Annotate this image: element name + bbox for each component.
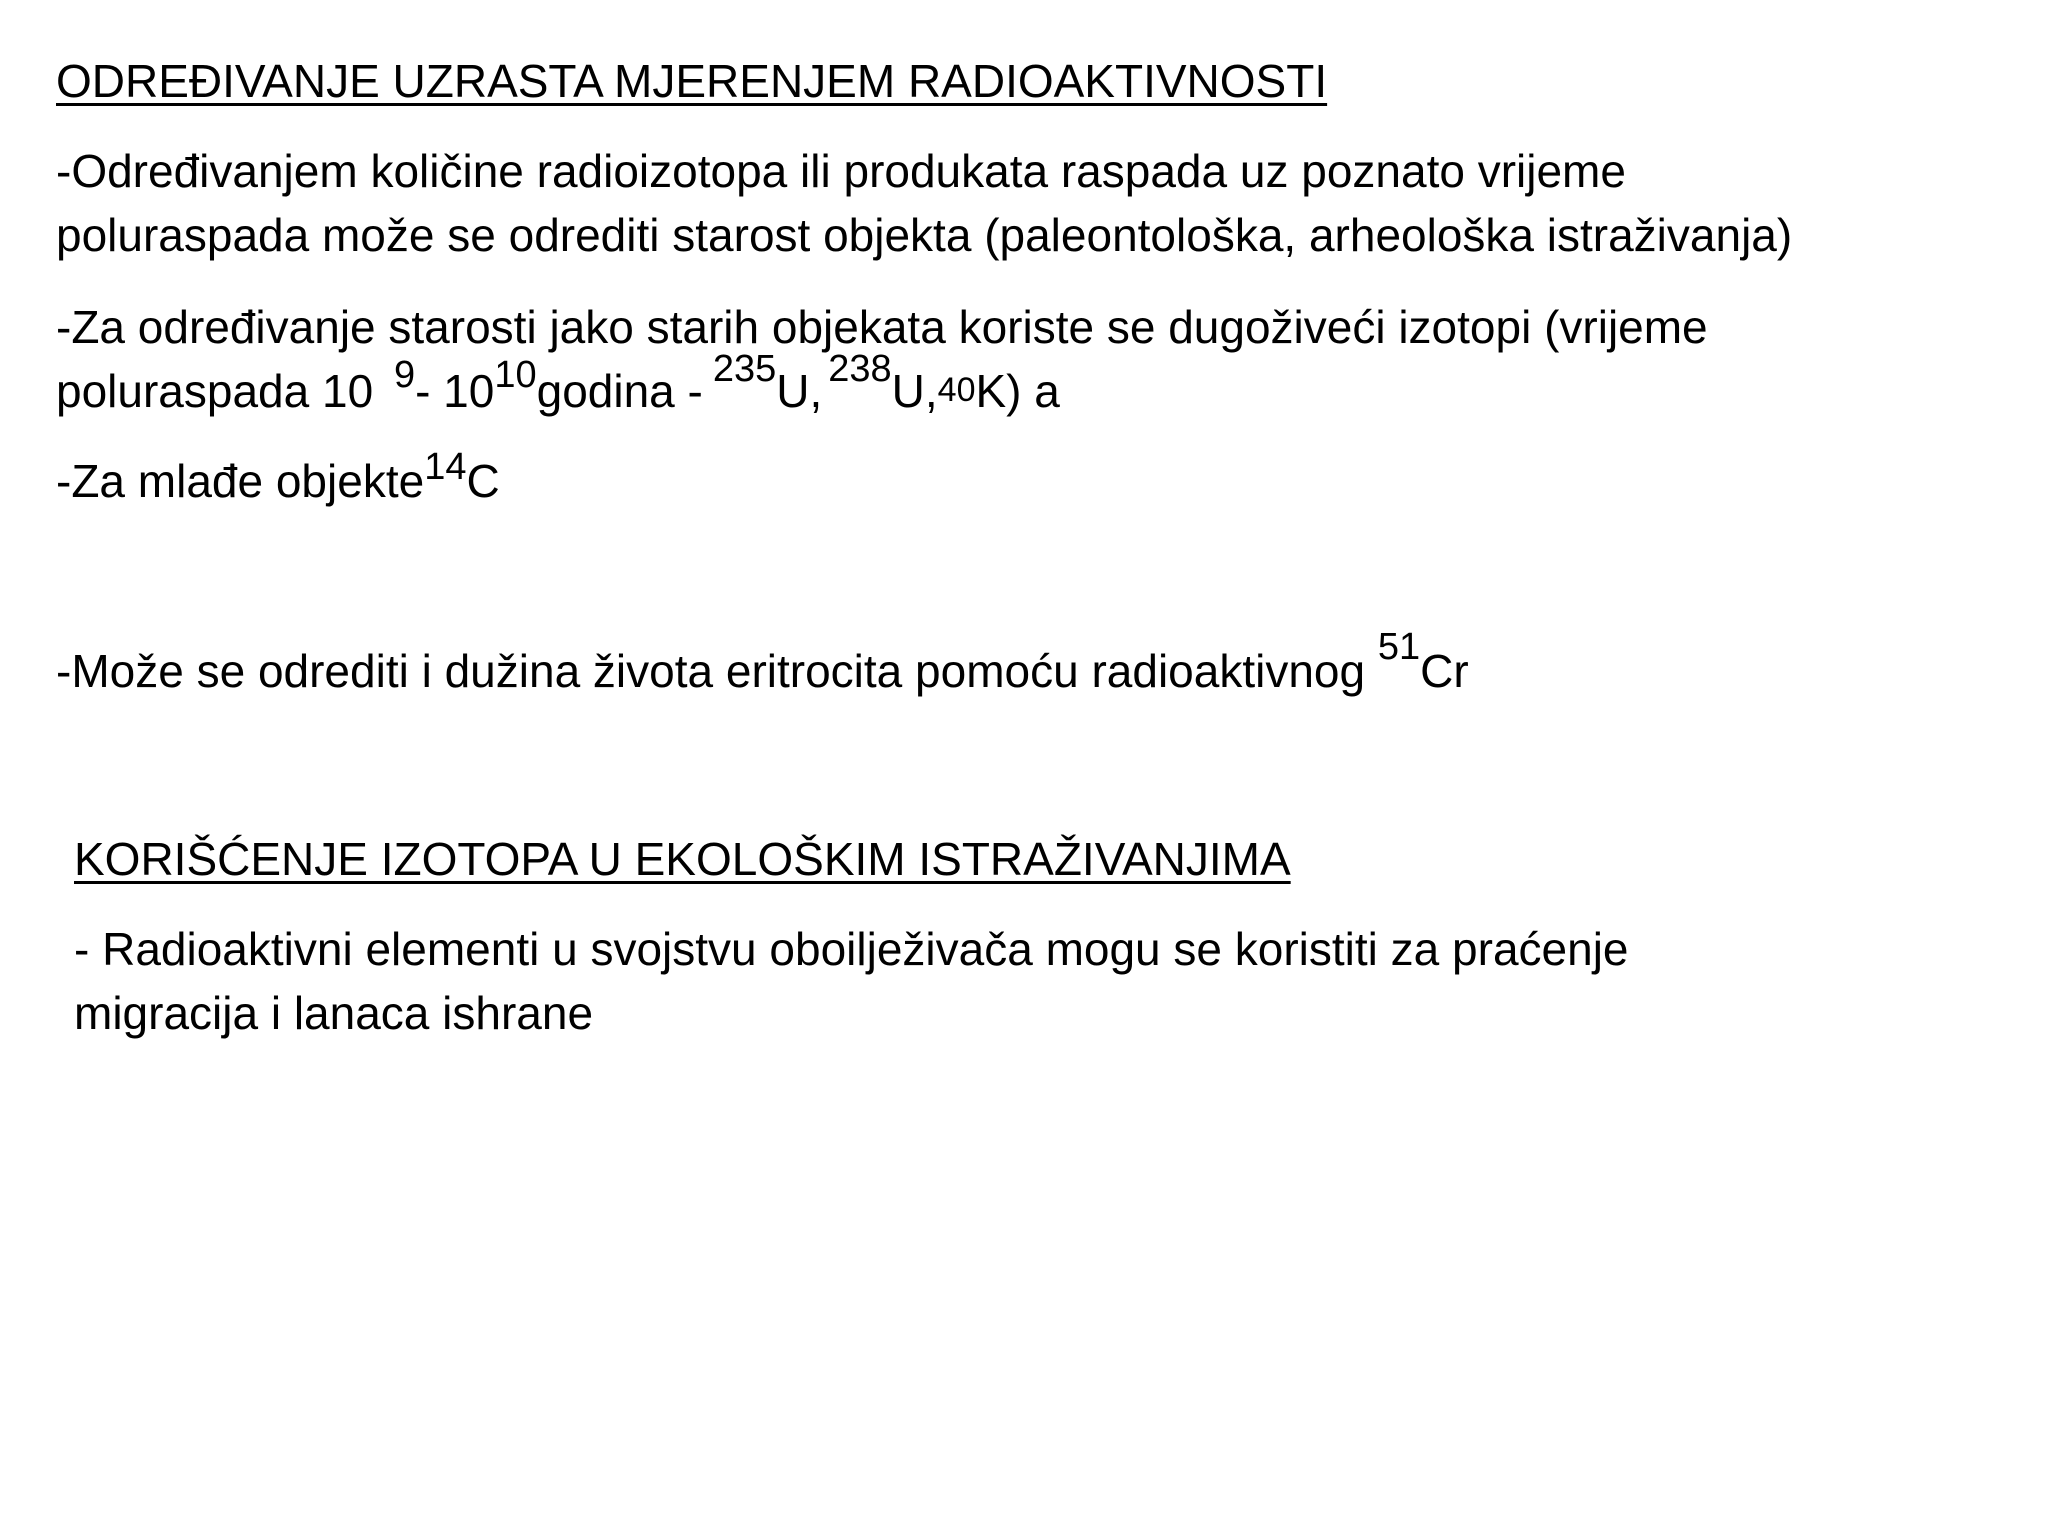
uranium-238-symbol: U, [891,365,938,417]
long-lived-isotopes-line-1: -Za određivanje starosti jako starih objekata koriste se dugoživeći izotopi (vrijeme [56,301,1708,353]
years-text: godina - [536,365,703,417]
mass-number-238: 238 [828,348,892,390]
section-heading-dating: ODREĐIVANJE UZRASTA MJERENJEM RADIOAKTIVNOSTI [56,55,1328,107]
exponent-9: 9 [393,354,416,396]
ecology-paragraph-line-1: - Radioaktivni elementi u svojstvu oboilježivača mogu se koristiti za praćenje [74,923,1629,975]
erythrocyte-lifespan-line [56,626,1469,697]
mass-number-40: 40 [937,371,976,409]
potassium-symbol: K) a [975,365,1060,417]
younger-objects-line [56,446,500,507]
erythrocyte-lifespan-text: -Može se odrediti i dužina života eritrocita pomoću radioaktivnog [56,645,1378,697]
range-dash-text: - 10 [415,365,495,417]
chromium-symbol: Cr [1420,645,1469,697]
dating-paragraph-line-1: -Određivanjem količine radioizotopa ili produkata raspada uz poznato vrijeme [56,145,1626,197]
half-life-text: poluraspada 10 [56,365,374,417]
uranium-235-symbol: U, [776,365,823,417]
mass-number-51: 51 [1377,626,1421,668]
younger-objects-text: -Za mlađe objekte [56,455,425,507]
long-lived-isotopes-line-2 [56,348,1060,417]
dating-paragraph-line-2: poluraspada može se odrediti starost objekta (paleontološka, arheološka istraživanja) [56,209,1793,261]
exponent-10: 10 [494,354,537,396]
ecology-paragraph-line-2: migracija i lanaca ishrane [74,987,594,1039]
mass-number-14: 14 [424,446,467,488]
carbon-symbol: C [466,455,500,507]
section-heading-ecology: KORIŠĆENJE IZOTOPA U EKOLOŠKIM ISTRAŽIVANJIMA [74,833,1291,885]
mass-number-235: 235 [712,348,777,390]
